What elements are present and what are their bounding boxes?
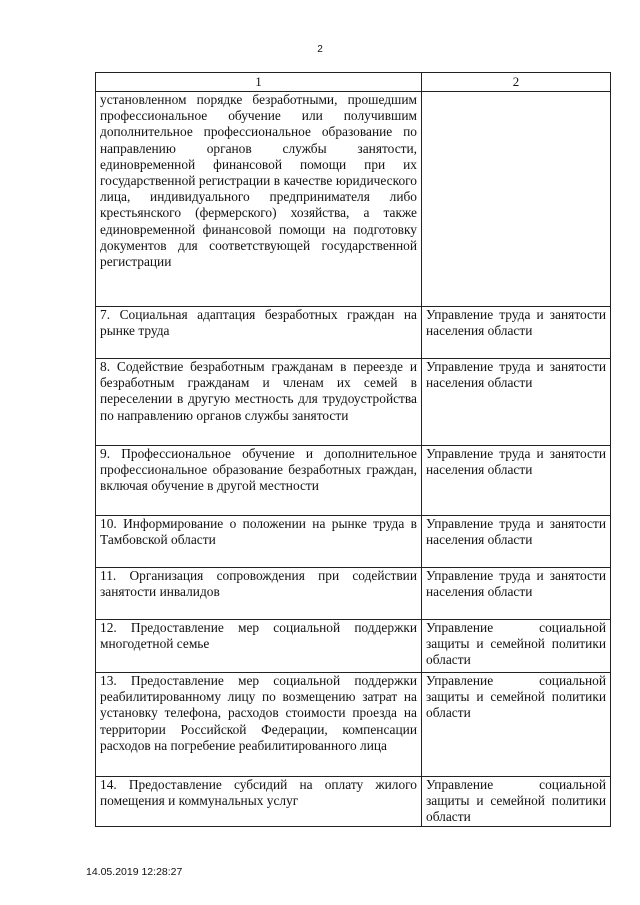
- department-cell: Управление социальной защиты и семейной политики области: [422, 620, 611, 673]
- service-cell: 14. Предоставление субсидий на оплату жилого помещения и коммунальных услуг: [96, 777, 422, 827]
- department-cell: Управление труда и занятости населения области: [422, 446, 611, 516]
- table-row: [96, 568, 611, 620]
- service-cell: 9. Профессиональное обучение и дополнительное профессиональное образование безработных граждан, включая обучение в другой местности: [96, 446, 422, 516]
- table-row: [96, 620, 611, 673]
- page-number: 2: [317, 44, 323, 55]
- department-cell: Управление труда и занятости населения области: [422, 359, 611, 446]
- service-cell: 8. Содействие безработным гражданам в переезде и безработным гражданам и членам их семей в переселении в другую местность для трудоустройства по направлению органов службы занятости: [96, 359, 422, 446]
- table-row: [96, 92, 611, 307]
- table-row: [96, 777, 611, 827]
- table-header-row: [96, 73, 611, 92]
- services-table: [95, 72, 611, 827]
- department-cell: Управление труда и занятости населения области: [422, 307, 611, 359]
- service-cell: 7. Социальная адаптация безработных граждан на рынке труда: [96, 307, 422, 359]
- department-cell: Управление труда и занятости населения области: [422, 568, 611, 620]
- department-cell: Управление труда и занятости населения области: [422, 516, 611, 568]
- table-row: [96, 673, 611, 777]
- column-header-1: 1: [96, 73, 422, 92]
- department-cell: Управление социальной защиты и семейной политики области: [422, 673, 611, 777]
- table-row: [96, 359, 611, 446]
- table-row: [96, 446, 611, 516]
- service-cell: 12. Предоставление мер социальной поддержки многодетной семье: [96, 620, 422, 673]
- service-cell: установленном порядке безработными, прошедшим профессиональное обучение или получившим дополнительное профессиональное образование по направлению органов службы занятости, единовременной финансовой помощи при их государственной регистрации в качестве юридического лица, индивидуального предпринимателя либо крестьянского (фермерского) хозяйства, а также единовременной финансовой помощи на подготовку документов для соответствующей государственной регистрации: [96, 92, 422, 307]
- department-cell: Управление социальной защиты и семейной политики области: [422, 777, 611, 827]
- service-cell: 13. Предоставление мер социальной поддержки реабилитированному лицу по возмещению затрат на установку телефона, расходов стоимости проезда на территории Российской Федерации, компенсации расходов на погребение реабилитированного лица: [96, 673, 422, 777]
- service-cell: 11. Организация сопровождения при содействии занятости инвалидов: [96, 568, 422, 620]
- service-cell: 10. Информирование о положении на рынке труда в Тамбовской области: [96, 516, 422, 568]
- column-header-2: 2: [422, 73, 611, 92]
- table-row: [96, 307, 611, 359]
- print-timestamp: 14.05.2019 12:28:27: [86, 866, 183, 878]
- department-cell: [422, 92, 611, 307]
- table-row: [96, 516, 611, 568]
